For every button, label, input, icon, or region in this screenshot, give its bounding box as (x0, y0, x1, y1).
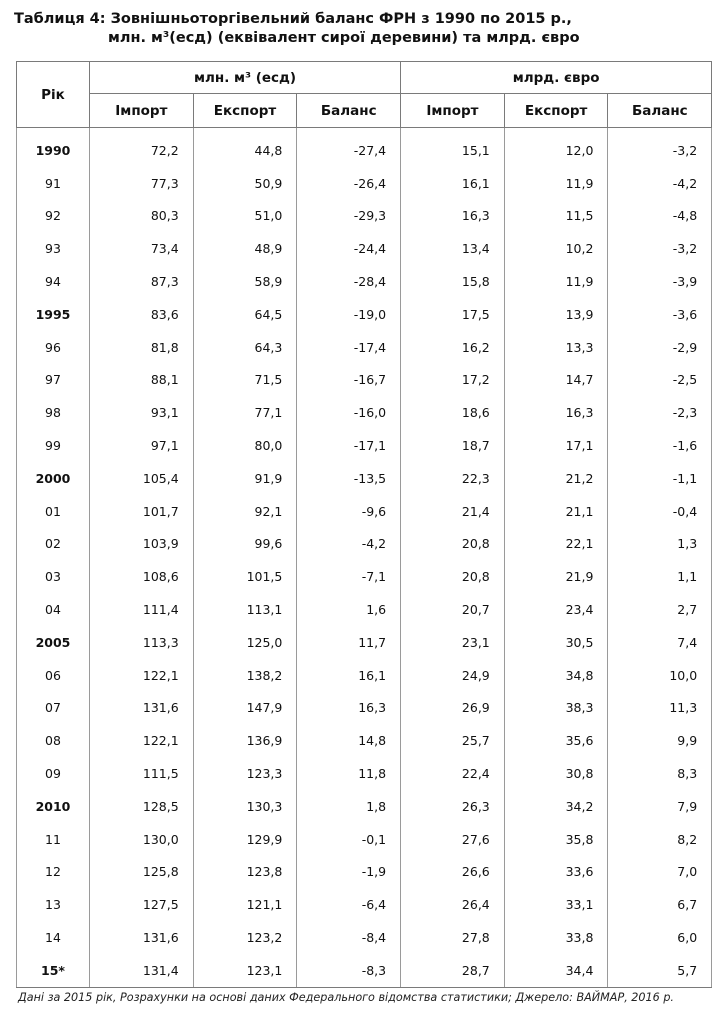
cell-import-value: 17,5 (401, 298, 505, 331)
cell-balance-value: -1,1 (608, 462, 712, 495)
cell-export-volume: 44,8 (193, 128, 297, 167)
cell-balance-volume: -17,1 (297, 429, 401, 462)
cell-balance-value: 1,1 (608, 560, 712, 593)
cell-balance-value: 5,7 (608, 954, 712, 987)
cell-year: 2005 (17, 626, 90, 659)
table-row (17, 331, 712, 364)
cell-import-value: 21,4 (401, 495, 505, 528)
cell-year: 02 (17, 528, 90, 561)
header-import-volume: Імпорт (90, 94, 194, 128)
cell-export-value: 34,4 (504, 954, 608, 987)
table-row (17, 593, 712, 626)
cell-import-volume: 101,7 (90, 495, 194, 528)
cell-balance-value: 9,9 (608, 724, 712, 757)
cell-export-volume: 50,9 (193, 167, 297, 200)
cell-import-volume: 88,1 (90, 364, 194, 397)
table-title-line-1: Таблиця 4: Зовнішньоторгівельний баланс ФРН з 1990 по 2015 р., (14, 11, 572, 27)
cell-balance-volume: 16,3 (297, 692, 401, 725)
cell-import-value: 20,7 (401, 593, 505, 626)
cell-balance-value: 7,4 (608, 626, 712, 659)
cell-balance-volume: -8,4 (297, 921, 401, 954)
cell-import-volume: 81,8 (90, 331, 194, 364)
cell-export-volume: 77,1 (193, 396, 297, 429)
cell-export-value: 33,6 (504, 856, 608, 889)
cell-year: 04 (17, 593, 90, 626)
cell-balance-volume: -19,0 (297, 298, 401, 331)
table-row (17, 757, 712, 790)
cell-year: 2010 (17, 790, 90, 823)
cell-export-value: 14,7 (504, 364, 608, 397)
cell-year: 11 (17, 823, 90, 856)
cell-export-value: 11,9 (504, 167, 608, 200)
table-row (17, 128, 712, 167)
cell-balance-value: -2,3 (608, 396, 712, 429)
cell-export-volume: 123,1 (193, 954, 297, 987)
cell-export-value: 30,5 (504, 626, 608, 659)
cell-export-value: 30,8 (504, 757, 608, 790)
cell-year: 13 (17, 888, 90, 921)
cell-import-value: 16,2 (401, 331, 505, 364)
cell-balance-volume: -24,4 (297, 232, 401, 265)
cell-year: 08 (17, 724, 90, 757)
trade-balance-table (16, 61, 712, 988)
cell-import-value: 26,6 (401, 856, 505, 889)
cell-import-volume: 97,1 (90, 429, 194, 462)
cell-balance-volume: -26,4 (297, 167, 401, 200)
table-row (17, 396, 712, 429)
cell-export-volume: 125,0 (193, 626, 297, 659)
cell-import-volume: 77,3 (90, 167, 194, 200)
cell-balance-volume: 14,8 (297, 724, 401, 757)
cell-balance-volume: -27,4 (297, 128, 401, 167)
cell-import-value: 23,1 (401, 626, 505, 659)
cell-balance-volume: -7,1 (297, 560, 401, 593)
cell-balance-volume: -6,4 (297, 888, 401, 921)
cell-balance-value: 1,3 (608, 528, 712, 561)
header-group-value: млрд. євро (401, 62, 712, 94)
cell-year: 07 (17, 692, 90, 725)
cell-year: 93 (17, 232, 90, 265)
cell-year: 94 (17, 265, 90, 298)
cell-import-volume: 131,4 (90, 954, 194, 987)
cell-balance-value: 8,3 (608, 757, 712, 790)
cell-import-volume: 130,0 (90, 823, 194, 856)
table-row (17, 167, 712, 200)
table-row (17, 462, 712, 495)
cell-export-volume: 123,2 (193, 921, 297, 954)
cell-balance-volume: 16,1 (297, 659, 401, 692)
cell-import-value: 15,8 (401, 265, 505, 298)
cell-year: 06 (17, 659, 90, 692)
cell-import-value: 22,4 (401, 757, 505, 790)
cell-import-value: 28,7 (401, 954, 505, 987)
cell-import-value: 17,2 (401, 364, 505, 397)
cell-export-volume: 123,8 (193, 856, 297, 889)
cell-import-volume: 72,2 (90, 128, 194, 167)
cell-export-volume: 71,5 (193, 364, 297, 397)
cell-export-volume: 92,1 (193, 495, 297, 528)
header-export-value: Експорт (504, 94, 608, 128)
cell-export-value: 11,5 (504, 200, 608, 233)
table-row (17, 724, 712, 757)
table-row (17, 429, 712, 462)
cell-balance-volume: -9,6 (297, 495, 401, 528)
table-row (17, 790, 712, 823)
cell-balance-value: 6,0 (608, 921, 712, 954)
table-title (14, 10, 674, 48)
cell-export-value: 23,4 (504, 593, 608, 626)
cell-balance-value: 7,9 (608, 790, 712, 823)
cell-balance-value: 8,2 (608, 823, 712, 856)
table-row (17, 495, 712, 528)
cell-balance-value: -3,6 (608, 298, 712, 331)
table-row (17, 692, 712, 725)
cell-export-value: 13,9 (504, 298, 608, 331)
cell-year: 15* (17, 954, 90, 987)
cell-export-volume: 91,9 (193, 462, 297, 495)
cell-export-value: 10,2 (504, 232, 608, 265)
cell-import-value: 25,7 (401, 724, 505, 757)
cell-year: 98 (17, 396, 90, 429)
cell-export-value: 13,3 (504, 331, 608, 364)
header-group-volume: млн. м³ (есд) (90, 62, 401, 94)
cell-year: 01 (17, 495, 90, 528)
cell-balance-volume: -0,1 (297, 823, 401, 856)
cell-balance-value: 7,0 (608, 856, 712, 889)
cell-balance-volume: 11,8 (297, 757, 401, 790)
cell-import-volume: 125,8 (90, 856, 194, 889)
cell-export-value: 16,3 (504, 396, 608, 429)
table-row (17, 823, 712, 856)
cell-export-volume: 136,9 (193, 724, 297, 757)
cell-balance-volume: -1,9 (297, 856, 401, 889)
cell-balance-volume: -28,4 (297, 265, 401, 298)
cell-import-value: 24,9 (401, 659, 505, 692)
table-row (17, 265, 712, 298)
cell-year: 97 (17, 364, 90, 397)
cell-year: 03 (17, 560, 90, 593)
cell-export-value: 33,8 (504, 921, 608, 954)
cell-balance-value: -2,9 (608, 331, 712, 364)
cell-import-volume: 128,5 (90, 790, 194, 823)
table-row (17, 921, 712, 954)
header-balance-volume: Баланс (297, 94, 401, 128)
cell-year: 91 (17, 167, 90, 200)
cell-export-volume: 51,0 (193, 200, 297, 233)
cell-import-value: 13,4 (401, 232, 505, 265)
cell-import-value: 27,8 (401, 921, 505, 954)
cell-import-value: 16,3 (401, 200, 505, 233)
cell-export-volume: 64,5 (193, 298, 297, 331)
cell-export-volume: 147,9 (193, 692, 297, 725)
cell-import-volume: 131,6 (90, 921, 194, 954)
cell-balance-volume: -16,0 (297, 396, 401, 429)
cell-import-volume: 83,6 (90, 298, 194, 331)
cell-balance-value: -3,9 (608, 265, 712, 298)
cell-import-value: 20,8 (401, 528, 505, 561)
cell-year: 1990 (17, 128, 90, 167)
footnote: Дані за 2015 рік, Розрахунки на основі даних Федерального відомства статистики; Джерело: ВАЙМАР, 2016 р. (18, 991, 674, 1004)
cell-import-volume: 113,3 (90, 626, 194, 659)
cell-export-value: 22,1 (504, 528, 608, 561)
cell-import-value: 15,1 (401, 128, 505, 167)
cell-export-value: 17,1 (504, 429, 608, 462)
table-title-line-2: млн. м³(есд) (еквівалент сирої деревини) та млрд. євро (108, 30, 580, 46)
cell-export-value: 38,3 (504, 692, 608, 725)
header-export-volume: Експорт (193, 94, 297, 128)
cell-import-volume: 105,4 (90, 462, 194, 495)
cell-import-value: 26,3 (401, 790, 505, 823)
cell-export-volume: 101,5 (193, 560, 297, 593)
cell-export-value: 12,0 (504, 128, 608, 167)
cell-balance-volume: 1,8 (297, 790, 401, 823)
cell-balance-volume: -4,2 (297, 528, 401, 561)
cell-year: 92 (17, 200, 90, 233)
table-row (17, 626, 712, 659)
cell-import-volume: 87,3 (90, 265, 194, 298)
cell-year: 09 (17, 757, 90, 790)
cell-export-volume: 80,0 (193, 429, 297, 462)
cell-balance-volume: 11,7 (297, 626, 401, 659)
table-row (17, 200, 712, 233)
cell-import-volume: 73,4 (90, 232, 194, 265)
cell-year: 14 (17, 921, 90, 954)
cell-balance-value: -2,5 (608, 364, 712, 397)
cell-balance-volume: -16,7 (297, 364, 401, 397)
cell-import-volume: 127,5 (90, 888, 194, 921)
cell-export-value: 34,2 (504, 790, 608, 823)
header-year: Рік (17, 62, 90, 128)
cell-balance-value: -1,6 (608, 429, 712, 462)
cell-import-volume: 93,1 (90, 396, 194, 429)
cell-import-volume: 80,3 (90, 200, 194, 233)
cell-import-value: 20,8 (401, 560, 505, 593)
cell-balance-value: 10,0 (608, 659, 712, 692)
cell-export-volume: 58,9 (193, 265, 297, 298)
table-row (17, 364, 712, 397)
cell-balance-value: -3,2 (608, 232, 712, 265)
cell-import-value: 18,7 (401, 429, 505, 462)
cell-export-volume: 48,9 (193, 232, 297, 265)
cell-balance-value: -3,2 (608, 128, 712, 167)
cell-balance-value: 6,7 (608, 888, 712, 921)
cell-import-value: 26,4 (401, 888, 505, 921)
cell-import-volume: 131,6 (90, 692, 194, 725)
cell-balance-value: 11,3 (608, 692, 712, 725)
header-balance-value: Баланс (608, 94, 712, 128)
cell-export-value: 11,9 (504, 265, 608, 298)
cell-export-volume: 138,2 (193, 659, 297, 692)
cell-import-volume: 111,5 (90, 757, 194, 790)
cell-balance-value: -4,8 (608, 200, 712, 233)
cell-balance-value: -4,2 (608, 167, 712, 200)
cell-export-volume: 121,1 (193, 888, 297, 921)
cell-import-value: 18,6 (401, 396, 505, 429)
cell-export-value: 21,1 (504, 495, 608, 528)
cell-export-volume: 130,3 (193, 790, 297, 823)
cell-export-volume: 129,9 (193, 823, 297, 856)
cell-year: 96 (17, 331, 90, 364)
cell-import-value: 27,6 (401, 823, 505, 856)
table-body (17, 128, 712, 988)
cell-balance-volume: -29,3 (297, 200, 401, 233)
cell-import-volume: 103,9 (90, 528, 194, 561)
table-row (17, 856, 712, 889)
cell-export-value: 35,6 (504, 724, 608, 757)
cell-import-volume: 122,1 (90, 724, 194, 757)
table-row (17, 232, 712, 265)
cell-export-value: 34,8 (504, 659, 608, 692)
cell-balance-value: -0,4 (608, 495, 712, 528)
cell-export-volume: 123,3 (193, 757, 297, 790)
table-row (17, 888, 712, 921)
cell-balance-volume: -8,3 (297, 954, 401, 987)
table-row (17, 659, 712, 692)
cell-year: 2000 (17, 462, 90, 495)
cell-export-value: 21,9 (504, 560, 608, 593)
cell-export-value: 35,8 (504, 823, 608, 856)
cell-export-value: 21,2 (504, 462, 608, 495)
cell-import-volume: 111,4 (90, 593, 194, 626)
table-row (17, 560, 712, 593)
table-row (17, 298, 712, 331)
cell-year: 12 (17, 856, 90, 889)
cell-export-volume: 64,3 (193, 331, 297, 364)
header-import-value: Імпорт (401, 94, 505, 128)
cell-year: 99 (17, 429, 90, 462)
cell-import-volume: 122,1 (90, 659, 194, 692)
cell-year: 1995 (17, 298, 90, 331)
cell-import-value: 16,1 (401, 167, 505, 200)
cell-balance-volume: 1,6 (297, 593, 401, 626)
table-row (17, 954, 712, 987)
cell-balance-volume: -17,4 (297, 331, 401, 364)
cell-import-value: 22,3 (401, 462, 505, 495)
cell-balance-volume: -13,5 (297, 462, 401, 495)
cell-import-value: 26,9 (401, 692, 505, 725)
cell-export-value: 33,1 (504, 888, 608, 921)
cell-export-volume: 113,1 (193, 593, 297, 626)
cell-balance-value: 2,7 (608, 593, 712, 626)
table-row (17, 528, 712, 561)
cell-import-volume: 108,6 (90, 560, 194, 593)
cell-export-volume: 99,6 (193, 528, 297, 561)
